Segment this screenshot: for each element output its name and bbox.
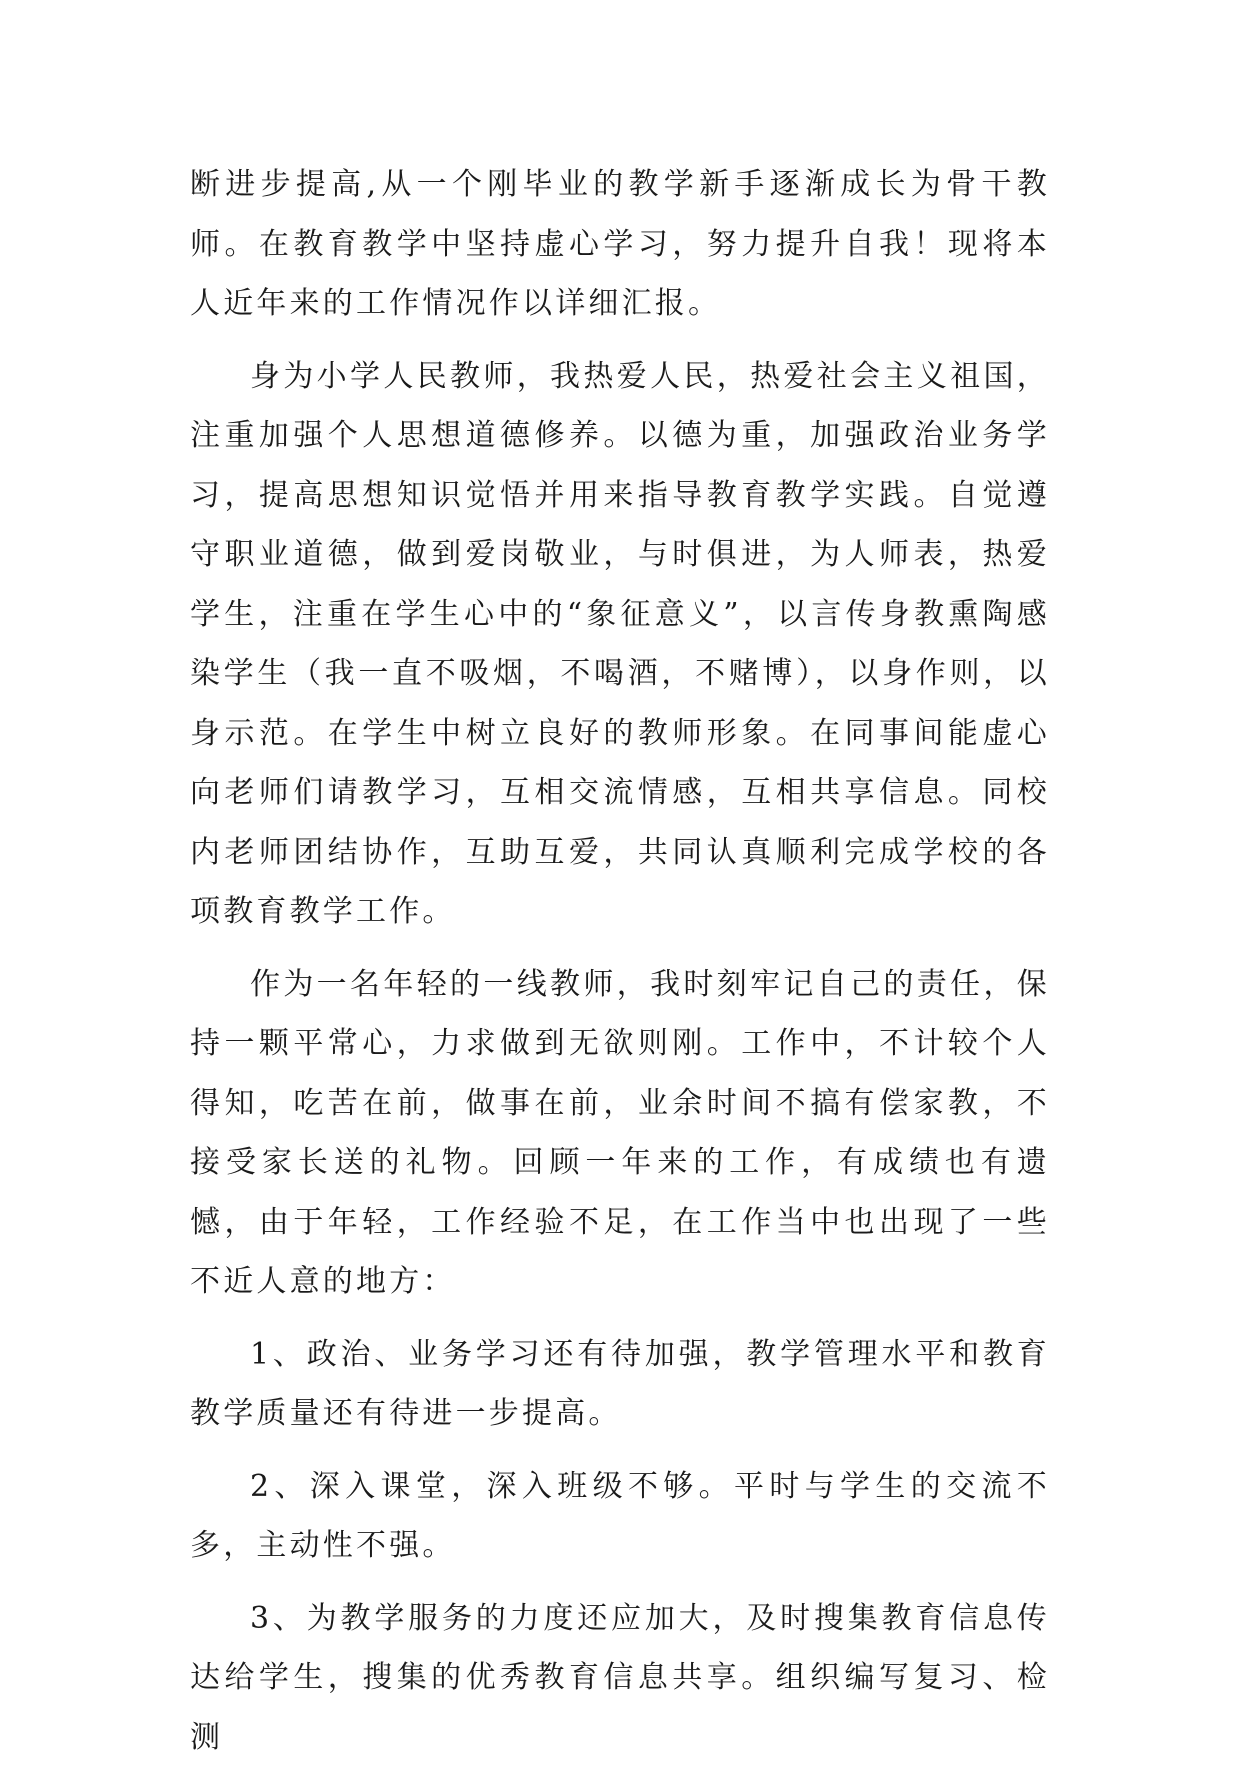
- paragraph-6: 3、为教学服务的力度还应加大，及时搜集教育信息传达给学生，搜集的优秀教育信息共享。组织编写复习、检测: [190, 1589, 1050, 1767]
- paragraph-4: 1、政治、业务学习还有待加强，教学管理水平和教育教学质量还有待进一步提高。: [190, 1325, 1050, 1444]
- paragraph-1: 断进步提高,从一个刚毕业的教学新手逐渐成长为骨干教师。在教育教学中坚持虚心学习，努力提升自我！现将本人近年来的工作情况作以详细汇报。: [190, 155, 1050, 334]
- paragraph-3: 作为一名年轻的一线教师，我时刻牢记自己的责任，保持一颗平常心，力求做到无欲则刚。工作中，不计较个人得知，吃苦在前，做事在前，业余时间不搞有偿家教，不接受家长送的礼物。回顾一年来的工作，有成绩也有遗憾，由于年轻，工作经验不足，在工作当中也出现了一些不近人意的地方：: [190, 955, 1050, 1312]
- paragraph-5: 2、深入课堂，深入班级不够。平时与学生的交流不多，主动性不强。: [190, 1457, 1050, 1576]
- paragraph-2: 身为小学人民教师，我热爱人民，热爱社会主义祖国，注重加强个人思想道德修养。以德为重，加强政治业务学习，提高思想知识觉悟并用来指导教育教学实践。自觉遵守职业道德，做到爱岗敬业，与时俱进，为人师表，热爱学生，注重在学生心中的“象征意义”，以言传身教熏陶感染学生（我一直不吸烟，不喝酒，不赌博），以身作则，以身示范。在学生中树立良好的教师形象。在同事间能虚心向老师们请教学习，互相交流情感，互相共享信息。同校内老师团结协作，互助互爱，共同认真顺利完成学校的各项教育教学工作。: [190, 347, 1050, 942]
- document-body: [190, 155, 1050, 1767]
